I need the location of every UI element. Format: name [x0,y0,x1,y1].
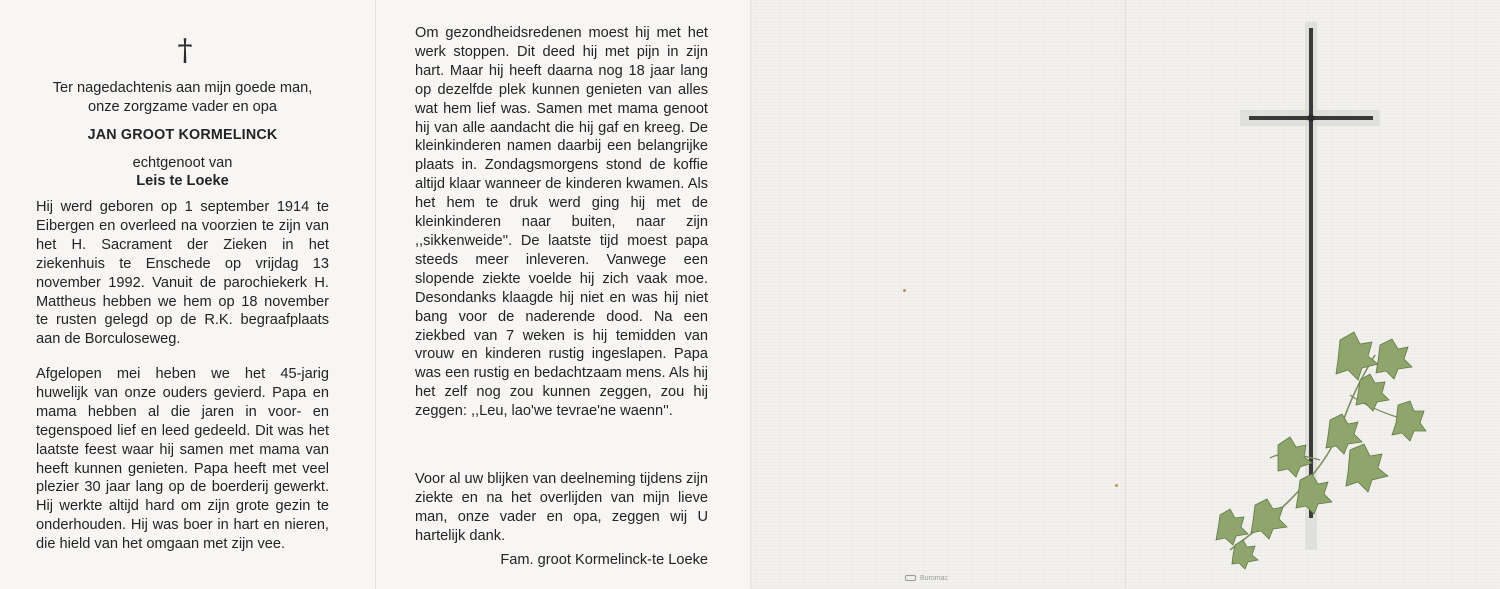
printer-name: Buromac [920,575,949,582]
printer-mark [905,574,948,583]
health-paragraph: Om gezondheidsredenen moest hij met het werk stoppen. Dit deed hij met pijn in zijn hart. Maar hij heeft daarna nog 18 jaar lang op dezelfde plek kunnen genieten van alles wat hem lief was. Samen met mama genoot hij van alle aandacht die hij gaf en kreeg. De kleinkinderen namen daarbij een belangrijke plaats in. Zondagsmorgens stond de koffie altijd klaar wanneer de kinderen kwamen. Als het hem te druk werd ging hij met de kleinkinderen naar buiten, naar zijn ,,sikkenweide''. De laatste tijd moest papa steeds meer inleveren. Vanwege een slopende ziekte voelde hij zich vaak moe. Desondanks klaagde hij niet en was hij niet bang voor de naderende dood. Na een ziekbed van 7 weken is hij temidden van vrouw en kinderen rustig ingeslapen. Papa was een rustig en bedachtzaam mens. Als hij het zelf nog zou kunnen zeggen, zou hij zeggen: ,,Leu, lao'we tevrae'ne waenn''. [415,25,708,420]
family-paragraph: Afgelopen mei heben we het 45-jarig huwelijk van onze ouders gevierd. Papa en mama hebben al die jaren in voor- en tegenspoed lief en leed gedeeld. Dit was het laatste feest waar hij samen met mama van heeft kunnen genieten. Papa heeft met veel plezier 30 jaar lang op de boerderij gewerkt. Hij werkte altijd hard om zijn grote gezin te onderhouden. Hij was boer in hart en nieren, die hield van het omgaan met zijn vee. [36,366,329,553]
latin-cross-icon [1249,28,1373,518]
family-signature: Fam. groot Kormelinck-te Loeke [500,552,708,568]
life-paragraph: Hij werd geboren op 1 september 1914 te Eibergen en overleed na voorzien te zijn van het H. Sacrament der Zieken in het ziekenhuis te Enschede op vrijdag 13 november 1992. Vanuit de parochiekerk H. Mattheus hebben we hem op 18 november te rusten gelegd op de R.K. begraafplaats aan de Borculoseweg. [36,199,329,348]
cross-with-ivy-illustration [1200,0,1440,589]
ivy-icon [1216,332,1426,569]
dagger-cross-icon: † [177,33,193,68]
thanks-paragraph: Voor al uw blijken van deelneming tijdens zijn ziekte en na het overlijden van mijn lieve man, onze vader en opa, zeggen wij U hartelijk dank. [415,471,708,544]
paper-speck [1115,484,1118,487]
printer-logo-icon [905,575,916,581]
deceased-name: JAN GROOT KORMELINCK [87,127,278,143]
spouse-label: echtgenoot van [132,155,233,171]
panel-front-text [0,0,375,589]
intro-text: Ter nagedachtenis aan mijn goede man, onze zorgzame vader en opa [52,80,313,115]
panel-blank [750,0,1125,589]
paper-speck [903,289,906,292]
spouse-name: Leis te Loeke [136,173,229,189]
